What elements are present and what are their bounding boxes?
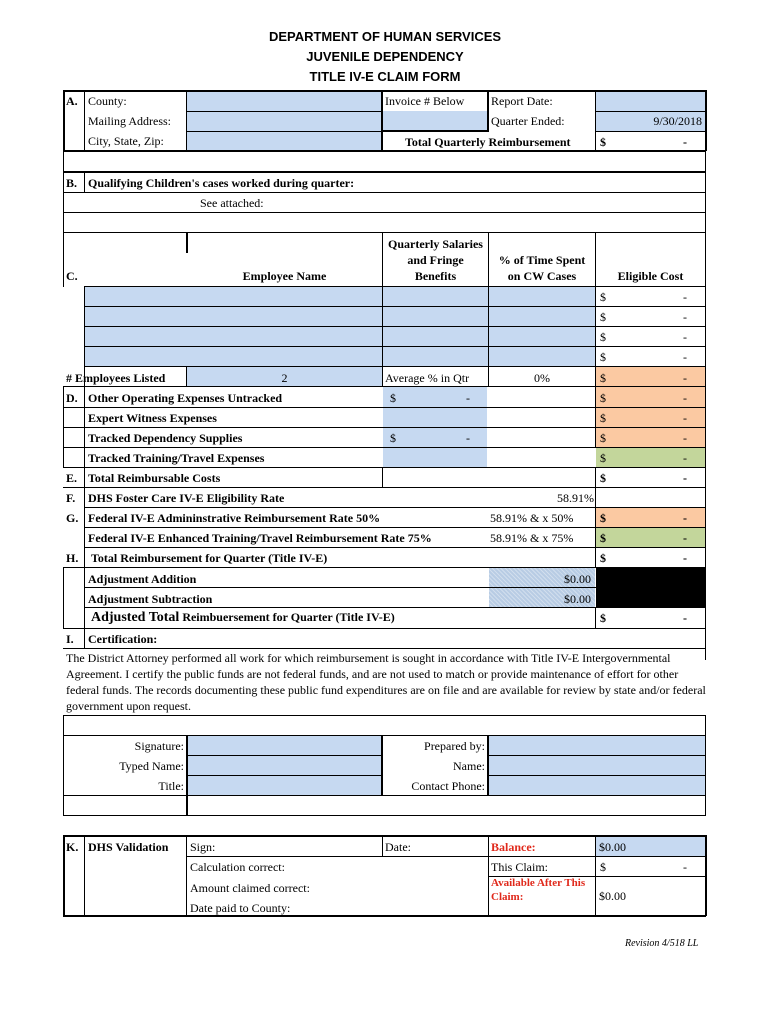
section-d-letter: D. — [66, 391, 78, 405]
pct-time-header-line-1: % of Time Spent — [498, 253, 586, 267]
balance-label: Balance: — [491, 840, 536, 854]
admin-rate-cost: - — [683, 511, 687, 525]
employee-row-2-dollar: $ — [600, 310, 606, 324]
adjusted-total-label — [91, 608, 395, 627]
employee-row-3-value: - — [683, 330, 687, 344]
sign-label: Sign: — [190, 840, 216, 854]
amount-claimed-label: Amount claimed correct: — [190, 881, 310, 895]
total-reimbursement-quarter-label: Total Reimbursement for Quarter (Title IV-E) — [91, 551, 328, 565]
enhanced-rate-dollar: $ — [600, 531, 606, 545]
expert-witness-label: Expert Witness Expenses — [88, 411, 217, 425]
employee-row-3-dollar: $ — [600, 330, 606, 344]
this-claim-dollar: $ — [600, 860, 606, 874]
dependency-supplies-dollar: $ — [600, 431, 606, 445]
admin-rate-label: Federal IV-E Admininstrative Reimbursement Rate 50% — [88, 511, 381, 525]
see-attached-note: See attached: — [200, 196, 264, 210]
certification-title: Certification: — [88, 632, 158, 646]
dependency-supplies-input-dollar: $ — [390, 431, 396, 445]
qualifying-cases-title: Qualifying Children's cases worked during quarter: — [88, 176, 355, 190]
mailing-address-label: Mailing Address: — [88, 114, 171, 128]
enhanced-rate-value: 58.91% & x 75% — [490, 531, 574, 545]
form-title-line-3: TITLE IV-E CLAIM FORM — [309, 69, 461, 84]
available-after-label-line-1: Available After This — [491, 877, 586, 889]
salaries-header-line-2: and Fringe — [407, 253, 464, 267]
employees-listed-count: 2 — [281, 371, 288, 385]
employee-row-4-dollar: $ — [600, 350, 606, 364]
training-travel-dollar: $ — [600, 451, 606, 465]
prepared-by-input-block[interactable] — [489, 735, 705, 795]
training-travel-value: - — [683, 451, 687, 465]
other-operating-input-dollar: $ — [390, 391, 396, 405]
total-reimbursement-quarter-dollar: $ — [600, 551, 606, 565]
total-reimbursable-value: - — [683, 471, 687, 485]
date-label: Date: — [385, 840, 411, 854]
employee-name-header: Employee Name — [242, 269, 327, 283]
county-label: County: — [88, 94, 127, 108]
salaries-header-line-1: Quarterly Salaries — [388, 237, 483, 251]
report-date-input[interactable] — [596, 91, 705, 111]
section-i-letter: I. — [66, 632, 74, 646]
adjustment-addition-label: Adjustment Addition — [88, 572, 197, 586]
expert-witness-value: - — [683, 411, 687, 425]
other-operating-dollar: $ — [600, 391, 606, 405]
admin-rate-dollar: $ — [600, 511, 606, 525]
title-label: Title: — [158, 779, 184, 793]
this-claim-value: - — [683, 860, 687, 874]
section-k-letter: K. — [66, 840, 79, 854]
adjusted-total-rest: Reimbuersement for Quarter (Title IV-E) — [179, 610, 395, 624]
adjustment-subtraction-value[interactable]: $0.00 — [564, 592, 591, 606]
section-b-letter: B. — [66, 176, 78, 190]
adjustment-addition-value[interactable]: $0.00 — [564, 572, 591, 586]
employee-row-1-dollar: $ — [600, 290, 606, 304]
contact-phone-label: Contact Phone: — [411, 779, 485, 793]
employee-row-1-value: - — [683, 290, 687, 304]
adjustment-subtraction-label: Adjustment Subtraction — [88, 592, 213, 606]
total-quarterly-reimbursement-label: Total Quarterly Reimbursement — [405, 135, 571, 149]
county-address-input-block[interactable] — [187, 91, 382, 150]
name-label: Name: — [453, 759, 485, 773]
prepared-by-label: Prepared by: — [424, 739, 485, 753]
section-c-letter: C. — [66, 269, 78, 283]
available-after-value: $0.00 — [599, 889, 626, 903]
certification-text: The District Attorney performed all work for which reimbursement is sought in accordance with Title IV-E Intergovernmental Agreement. I certify the public funds are not federal funds, and are not used to match or provide maintenance of effort for other federal funds. The records documenting these public fund expenditures are on file and are available for review by state and/or federal government upon request. — [66, 651, 706, 713]
section-g-letter: G. — [66, 511, 79, 525]
signature-input-block[interactable] — [187, 735, 382, 795]
section-h-letter: H. — [66, 551, 79, 565]
average-pct-value: 0% — [534, 371, 550, 385]
expert-witness-dollar: $ — [600, 411, 606, 425]
adjusted-total-big: Adjusted Total — [91, 610, 180, 625]
employees-listed-label: # Employees Listed — [66, 371, 166, 385]
other-operating-input-value: - — [466, 391, 470, 405]
dhs-validation-label: DHS Validation — [88, 840, 169, 854]
dependency-supplies-input-value: - — [466, 431, 470, 445]
employee-row-2-value: - — [683, 310, 687, 324]
eligible-cost-header: Eligible Cost — [617, 269, 684, 283]
quarter-ended-label: Quarter Ended: — [491, 114, 565, 128]
typed-name-label: Typed Name: — [119, 759, 184, 773]
invoice-label: Invoice # Below — [385, 94, 465, 108]
form-title-line-2: JUVENILE DEPENDENCY — [306, 49, 464, 64]
city-state-zip-label: City, State, Zip: — [88, 134, 164, 148]
signature-label: Signature: — [134, 739, 184, 753]
eligibility-rate-label: DHS Foster Care IV-E Eligibility Rate — [88, 491, 285, 505]
eligibility-rate-value: 58.91% — [557, 491, 594, 505]
section-e-letter: E. — [66, 471, 78, 485]
dependency-supplies-label: Tracked Dependency Supplies — [88, 431, 243, 445]
total-reimbursable-dollar: $ — [600, 471, 606, 485]
adjustment-blackout — [596, 568, 705, 608]
total-quarterly-dollar: $ — [600, 135, 606, 149]
training-travel-label: Tracked Training/Travel Expenses — [88, 451, 265, 465]
average-row-dollar: $ — [600, 371, 606, 385]
average-pct-label: Average % in Qtr — [385, 371, 470, 385]
section-f-letter: F. — [66, 491, 76, 505]
salaries-header-line-3: Benefits — [414, 269, 457, 283]
employee-row-4-value: - — [683, 350, 687, 364]
report-date-label: Report Date: — [491, 94, 553, 108]
enhanced-rate-cost: - — [683, 531, 687, 545]
quarter-ended-value: 9/30/2018 — [653, 114, 702, 128]
available-after-label-line-2: Claim: — [491, 891, 524, 903]
other-operating-value: - — [683, 391, 687, 405]
total-reimbursable-label: Total Reimbursable Costs — [88, 471, 221, 485]
adjusted-total-dollar: $ — [600, 611, 606, 625]
pct-time-header-line-2: on CW Cases — [507, 269, 577, 283]
enhanced-rate-label: Federal IV-E Enhanced Training/Travel Reimbursement Rate 75% — [88, 531, 432, 545]
total-quarterly-value: - — [683, 135, 687, 149]
admin-rate-value: 58.91% & x 50% — [490, 511, 574, 525]
form-title-line-1: DEPARTMENT OF HUMAN SERVICES — [268, 29, 502, 44]
date-paid-label: Date paid to County: — [190, 901, 291, 915]
average-row-value: - — [683, 371, 687, 385]
total-reimbursement-quarter-value: - — [683, 551, 687, 565]
dependency-supplies-value: - — [683, 431, 687, 445]
adjusted-total-value: - — [683, 611, 687, 625]
this-claim-label: This Claim: — [491, 860, 548, 874]
invoice-number-input[interactable] — [383, 111, 487, 131]
revision-footer: Revision 4/518 LL — [625, 938, 699, 949]
other-operating-expenses-label: Other Operating Expenses Untracked — [88, 391, 283, 405]
calculation-correct-label: Calculation correct: — [190, 860, 285, 874]
balance-value: $0.00 — [599, 840, 626, 854]
section-a-letter: A. — [66, 94, 78, 108]
